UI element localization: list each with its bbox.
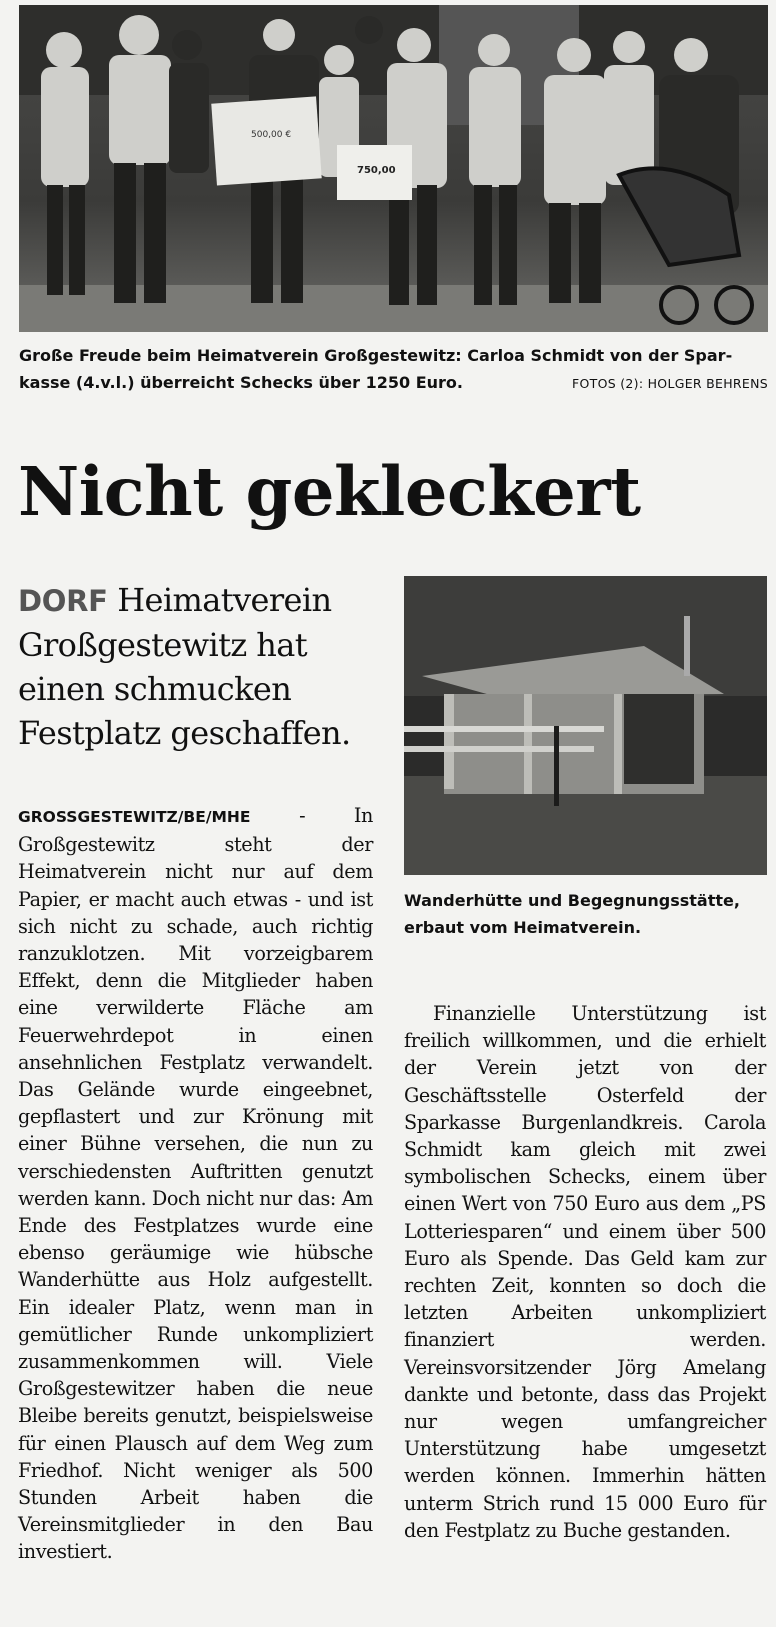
photo-credit: FOTOS (2): HOLGER BEHRENS xyxy=(572,376,768,391)
large-check-amount: 500,00 € xyxy=(251,130,292,140)
article-body-left xyxy=(18,802,373,1566)
hut-photo xyxy=(404,576,767,875)
article-body-right: Finanzielle Unterstützung ist freilich willkommen, und die erhielt der Verein jetzt von der Geschäftsstelle Osterfeld der Sparkasse Burgenlandkreis. Carola Schmidt kam gleich mit zwei symbolischen Schecks, einem über einen Wert von 750 Euro aus dem „PS Lotteriesparen“ und einem über 500 Euro als Spende. Das Geld kam zur rechten Zeit, konnten so doch die letzten Arbeiten unkompliziert finanziert werden. Vereinsvorsitzender Jörg Amelang dankte und betonte, dass das Projekt nur wegen umfangreicher Unterstützung habe umgesetzt werden können. Immerhin hätten unterm Strich rund 15 000 Euro für den Festplatz zu Buche gestanden. xyxy=(404,1002,766,1542)
hut-photo-image xyxy=(404,576,767,875)
group-photo-image xyxy=(19,5,768,332)
teaser-text: Heimatverein Großgestewitz hat einen schmucken Festplatz geschaffen. xyxy=(18,581,351,752)
dateline: GROSSGESTEWITZ/BE/MHE xyxy=(18,808,251,826)
group-caption-line-2: kasse (4.v.l.) überreicht Schecks über 1250 Euro. xyxy=(19,373,463,392)
hut-caption-line-2: erbaut vom Heimatverein. xyxy=(404,918,642,937)
headline: Nicht gekleckert xyxy=(18,452,641,531)
teaser xyxy=(18,578,388,755)
hut-caption-line-1: Wanderhütte und Begegnungsstätte, xyxy=(404,891,740,910)
group-caption-line-1: Große Freude beim Heimatverein Großgestewitz: Carloa Schmidt von der Spar- xyxy=(19,346,733,365)
kicker: DORF xyxy=(18,584,108,618)
group-photo-caption xyxy=(19,342,768,396)
group-photo xyxy=(19,5,768,332)
small-check-amount: 750,00 xyxy=(357,165,396,176)
hut-photo-caption xyxy=(404,887,774,941)
body-left-text: - In Großgestewitz steht der Heimatverein nicht nur auf dem Papier, er macht auch etwas - und ist sich nicht zu schade, auch richtig ranzuklotzen. Mit vorzeigbarem Effekt, denn die Mitglieder haben eine verwilderte Fläche am Feuerwehrdepot in einen ansehnlichen Festplatz verwandelt. Das Gelände wurde eingeebnet, gepflastert und zur Krönung mit einer Bühne versehen, die nun zu verschiedensten Auftritten genutzt werden kann. Doch nicht nur das: Am Ende des Festplatzes wurde eine ebenso geräumige wie hübsche Wanderhütte aus Holz aufgestellt. Ein idealer Platz, wenn man in gemütlicher Runde unkompliziert zusammenkommen will. Viele Großgestewitzer haben die neue Bleibe bereits genutzt, beispielsweise für einen Plausch auf dem Weg zum Friedhof. Nicht weniger als 500 Stunden Arbeit haben die Vereinsmitglieder in den Bau investiert. xyxy=(18,804,373,1564)
